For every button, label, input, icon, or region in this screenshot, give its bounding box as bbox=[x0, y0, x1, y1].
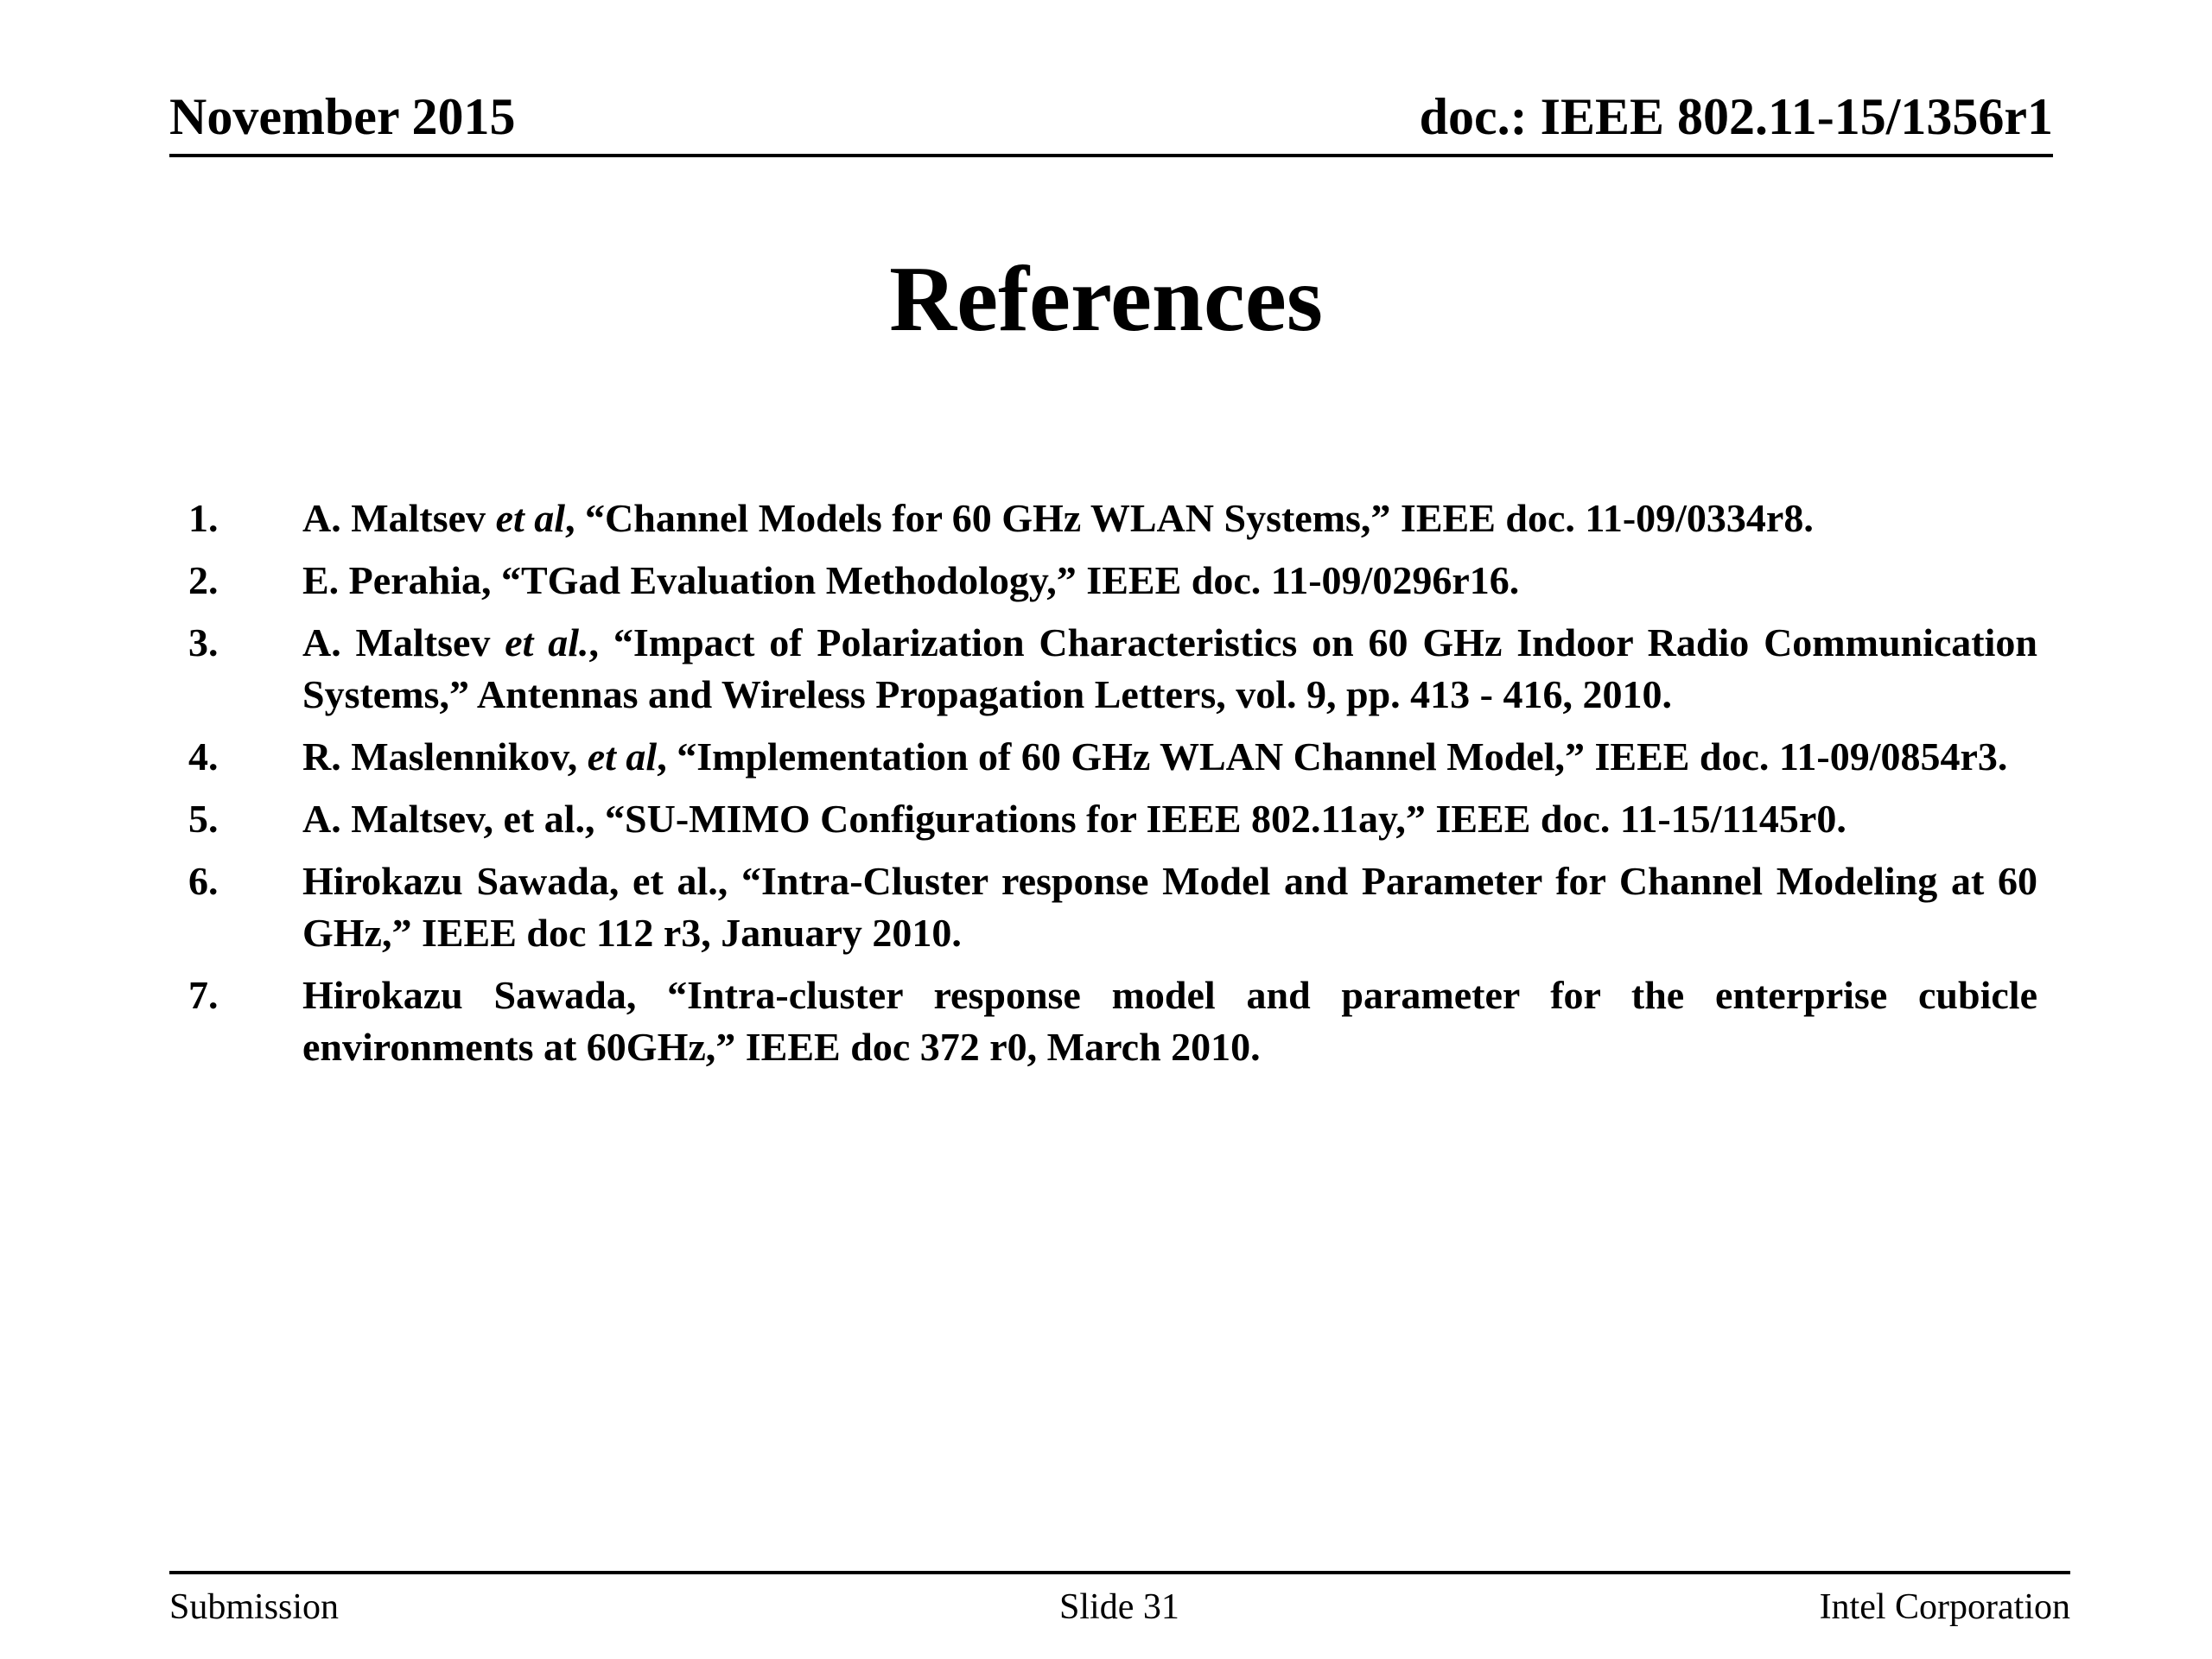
reference-text: R. Maslennikov, et al, “Implementation of 60 GHz WLAN Channel Model,” IEEE doc. 11-09/0854r3. bbox=[302, 734, 2008, 779]
slide-footer bbox=[169, 1571, 2070, 1627]
header-doc-id: doc.: IEEE 802.11-15/1356r1 bbox=[1419, 88, 2053, 145]
footer-slide-number: Slide 31 bbox=[1059, 1587, 1179, 1627]
reference-number: 7. bbox=[188, 973, 219, 1017]
reference-number: 4. bbox=[188, 734, 219, 779]
reference-item bbox=[169, 731, 2037, 783]
reference-text: A. Maltsev et al, “Channel Models for 60 GHz WLAN Systems,” IEEE doc. 11-09/0334r8. bbox=[302, 496, 1814, 540]
reference-text: Hirokazu Sawada, “Intra-cluster response model and parameter for the enterprise cubicle environments at 60GHz,” IEEE doc 372 r0, March 2010. bbox=[302, 973, 2037, 1069]
reference-text: A. Maltsev, et al., “SU-MIMO Configurations for IEEE 802.11ay,” IEEE doc. 11-15/1145r0. bbox=[302, 797, 1847, 841]
reference-number: 2. bbox=[188, 558, 219, 602]
reference-text: Hirokazu Sawada, et al., “Intra-Cluster response Model and Parameter for Channel Modeling at 60 GHz,” IEEE doc 112 r3, January 2010. bbox=[302, 859, 2037, 955]
footer-submission: Submission bbox=[169, 1587, 340, 1627]
reference-item bbox=[169, 969, 2037, 1073]
reference-number: 3. bbox=[188, 620, 219, 664]
reference-number: 1. bbox=[188, 496, 219, 540]
reference-number: 5. bbox=[188, 797, 219, 841]
reference-item bbox=[169, 617, 2037, 721]
reference-list bbox=[169, 493, 2037, 1084]
reference-item bbox=[169, 493, 2037, 544]
reference-item bbox=[169, 793, 2037, 845]
reference-text: E. Perahia, “TGad Evaluation Methodology,” IEEE doc. 11-09/0296r16. bbox=[302, 558, 1520, 602]
reference-number: 6. bbox=[188, 859, 219, 903]
reference-item bbox=[169, 855, 2037, 959]
reference-text: A. Maltsev et al., “Impact of Polarization Characteristics on 60 GHz Indoor Radio Communication Systems,” Antennas and Wireless Propagation Letters, vol. 9, pp. 413 - 416, 2010. bbox=[302, 620, 2037, 716]
header-date: November 2015 bbox=[169, 88, 516, 145]
footer-organization: Intel Corporation bbox=[1819, 1587, 2070, 1627]
reference-item bbox=[169, 555, 2037, 607]
slide-title: References bbox=[889, 248, 1323, 351]
slide-header bbox=[169, 83, 2053, 157]
